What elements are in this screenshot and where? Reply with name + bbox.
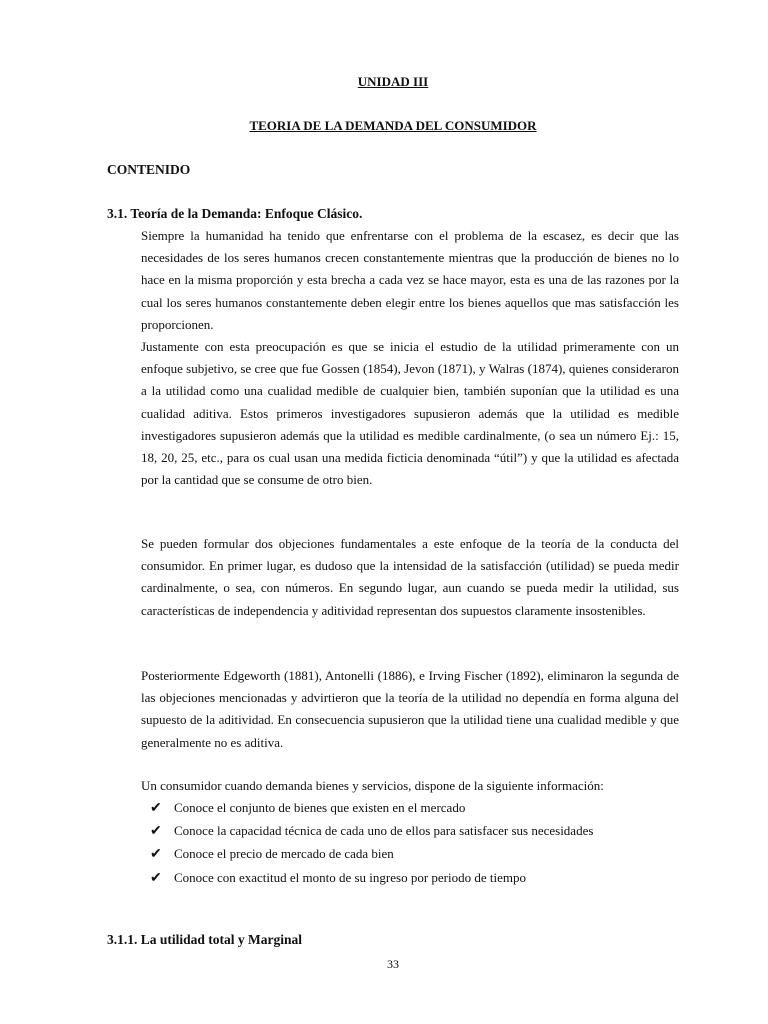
chapter-title: TEORIA DE LA DEMANDA DEL CONSUMIDOR [249,118,537,133]
paragraph-utility-origins: Justamente con esta preocupación es que se inicia el estudio de la utilidad primeramente con un enfoque subjetivo, se cree que fue Gossen (1854), Jevon (1871), y Walras (1874), quienes consideraron a la utilidad como una cualidad medible de cualquier bien, también suponían que la utilidad es una cualidad aditiva. Estos primeros investigadores supusieron además que la utilidad es medible investigadores supusieron además que la utilidad es medible cardinalmente, (o sea un número Ej.: 15, 18, 20, 25, etc., para os cual usan una medida ficticia denominada “útil”) y que la utilidad es afectada por la cantidad que se consume de otro bien. [141,339,679,488]
list-item [150,820,710,843]
paragraph-objections: Se pueden formular dos objeciones fundamentales a este enfoque de la teoría de la conducta del consumidor. En primer lugar, es dudoso que la intensidad de la satisfacción (utilidad) se pueda medir cardinalmente, o sea, con números. En segundo lugar, aun cuando se pueda medir la utilidad, sus características de independencia y aditividad representan dos supuestos claramente insostenibles. [141,536,679,618]
page-number: 33 [387,957,399,971]
check-mark-icon: ✔ [150,870,162,886]
paragraph-edgeworth: Posteriormente Edgeworth (1881), Antonelli (1886), e Irving Fischer (1892), eliminaron la segunda de las objeciones mencionadas y advirtieron que la teoría de la utilidad no dependía en forma alguna del supuesto de la aditividad. En consecuencia supusieron que la utilidad tiene una cualidad medible y que generalmente no es aditiva. [141,668,679,750]
list-item [150,867,710,890]
list-item-text: Conoce la capacidad técnica de cada uno de ellos para satisfacer sus necesidades [174,823,594,839]
check-mark-icon: ✔ [150,847,162,863]
paragraph-scarcity: Siempre la humanidad ha tenido que enfrentarse con el problema de la escasez, es decir que las necesidades de los seres humanos crecen constantemente mientras que la producción de bienes no lo hace en la misma proporción y esta brecha a cada vez se hace mayor, esta es una de las razones por la cual los seres humanos constantemente deben elegir entre los bienes aquellos que mas satisfacción les proporcionen. [141,228,679,332]
contents-heading: CONTENIDO [107,162,191,177]
paragraph-consumer-info: Un consumidor cuando demanda bienes y servicios, dispone de la siguiente información: [141,778,604,793]
list-item [150,797,710,820]
consumer-info-list [150,797,710,890]
section-heading-3-1: 3.1. Teoría de la Demanda: Enfoque Clásico. [107,206,363,221]
list-item-text: Conoce con exactitud el monto de su ingreso por periodo de tiempo [174,869,526,885]
check-mark-icon: ✔ [150,801,162,816]
section-heading-3-1-1: 3.1.1. La utilidad total y Marginal [107,932,303,947]
list-item-text: Conoce el precio de mercado de cada bien [174,846,394,862]
check-mark-icon: ✔ [150,824,162,840]
unit-title: UNIDAD III [357,74,429,89]
list-item [150,843,710,866]
list-item-text: Conoce el conjunto de bienes que existen en el mercado [174,800,466,815]
